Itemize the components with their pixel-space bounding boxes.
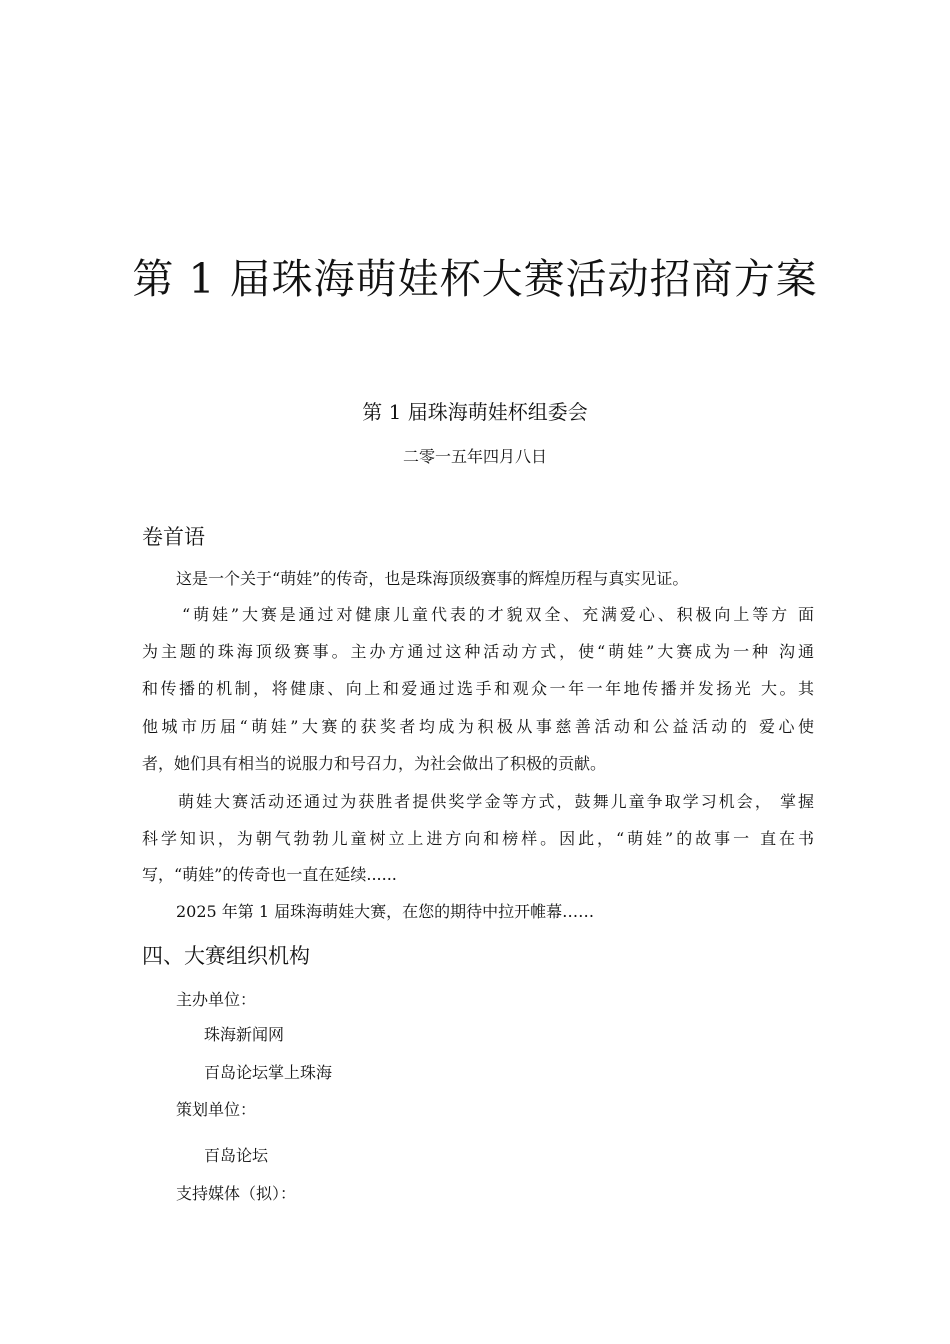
section-4-heading: 四、大赛组织机构: [142, 944, 310, 968]
foreword-paragraph-2-line-5: 者，她们具有相当的说服力和号召力，为社会做出了积极的贡献。: [142, 754, 607, 773]
foreword-paragraph-2-line-4: 他城市历届“萌娃”大赛的获奖者均成为积极从事慈善活动和公益活动的 爱心使: [142, 717, 814, 736]
planner-label: 策划单位：: [176, 1100, 257, 1119]
organizer-name: 第 1 届珠海萌娃杯组委会: [362, 400, 588, 424]
planner-item: 百岛论坛: [204, 1146, 269, 1165]
document-title: 第 1 届珠海萌娃杯大赛活动招商方案: [132, 255, 818, 303]
foreword-paragraph-2-line-3: 和传播的机制，将健康、向上和爱通过选手和观众一年一年地传播并发扬光 大。其: [142, 679, 814, 698]
foreword-paragraph-3-line-3: 写，“萌娃”的传奇也一直在延续......: [142, 865, 397, 884]
foreword-paragraph-3-line-1: 萌娃大赛活动还通过为获胜者提供奖学金等方式，鼓舞儿童争取学习机会， 掌握: [178, 792, 814, 811]
media-label: 支持媒体（拟）：: [176, 1184, 297, 1203]
host-item: 百岛论坛掌上珠海: [204, 1063, 333, 1082]
foreword-paragraph-4: 2025 年第 1 届珠海萌娃大赛，在您的期待中拉开帷幕……: [176, 902, 595, 921]
foreword-heading: 卷首语: [142, 525, 205, 549]
foreword-paragraph-2-line-2: 为主题的珠海顶级赛事。主办方通过这种活动方式，使“萌娃”大赛成为一种 沟通: [142, 642, 814, 661]
foreword-paragraph-2-line-1: “萌娃”大赛是通过对健康儿童代表的才貌双全、充满爱心、积极向上等方 面: [182, 605, 814, 624]
host-label: 主办单位：: [176, 990, 257, 1009]
host-item: 珠海新闻网: [204, 1025, 285, 1044]
foreword-paragraph-1: 这是一个关于“萌娃”的传奇，也是珠海顶级赛事的辉煌历程与真实见证。: [176, 569, 689, 588]
foreword-paragraph-3-line-2: 科学知识，为朝气勃勃儿童树立上进方向和榜样。因此，“萌娃”的故事一 直在书: [142, 829, 814, 848]
document-date: 二零一五年四月八日: [402, 447, 547, 466]
